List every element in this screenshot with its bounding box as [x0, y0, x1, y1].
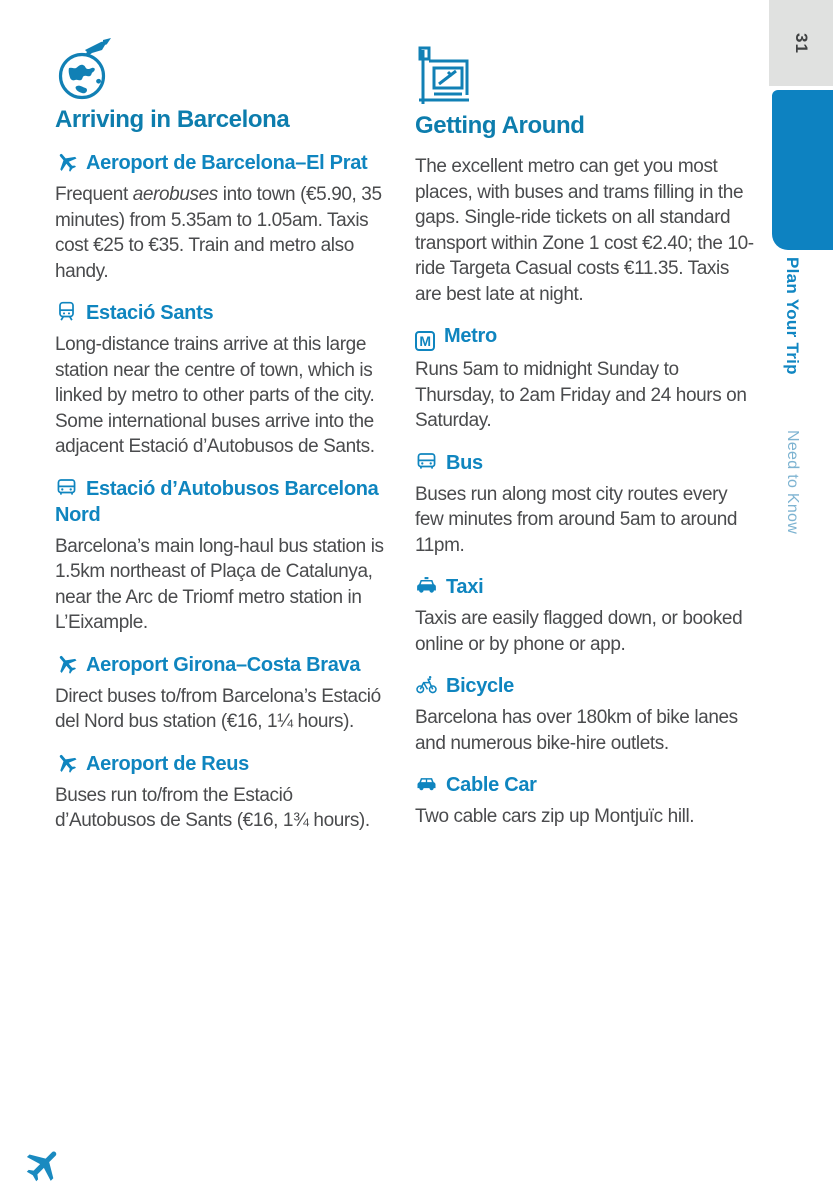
page-title-arriving: Arriving in Barcelona — [55, 106, 290, 133]
metro-icon: M — [415, 331, 435, 351]
section-title: Taxi — [446, 576, 484, 598]
section-title: Metro — [444, 325, 497, 347]
plane-icon — [55, 652, 78, 675]
section-bus — [415, 450, 759, 559]
section-title: Bicycle — [446, 675, 514, 697]
bus-icon — [55, 476, 78, 499]
section-title: Aeroport de Barcelona–El Prat — [86, 152, 368, 174]
section-body: Taxis are easily flagged down, or booked online or by phone or app. — [415, 608, 743, 655]
taxi-icon — [415, 574, 438, 597]
plane-icon — [55, 751, 78, 774]
section-metro — [415, 323, 759, 434]
globe-plane-icon — [55, 38, 387, 104]
footer-plane-icon — [16, 1136, 73, 1193]
section-aeroport-reus — [55, 751, 387, 834]
section-body: Runs 5am to midnight Sunday to Thursday, to 2am Friday and 24 hours on Saturday. — [415, 359, 747, 431]
section-title: Aeroport Girona–Costa Brava — [86, 653, 361, 676]
section-body: Buses run to/from the Estació d’Autobusos de Sants (€16, 1¾ hours). — [55, 784, 370, 831]
page-number: 31 — [792, 32, 811, 54]
section-body: Barcelona’s main long-haul bus station is 1.5km northeast of Plaça de Catalunya, near the Arc de Triomf metro station in L’Eixample. — [55, 535, 384, 633]
left-column — [55, 38, 387, 834]
section-cable-car — [415, 772, 759, 830]
cable-car-icon — [415, 772, 438, 795]
section-title: Estació d’Autobusos Barcelona Nord — [55, 477, 379, 526]
section-title: Estació Sants — [86, 302, 214, 324]
bus-icon — [415, 450, 438, 473]
page-number-strip — [769, 0, 833, 86]
section-estacio-sants — [55, 300, 387, 460]
section-aeroport-girona — [55, 652, 387, 735]
bicycle-icon — [415, 673, 438, 696]
section-body: Barcelona has over 180km of bike lanes and numerous bike-hire outlets. — [415, 707, 738, 754]
section-body: Two cable cars zip up Montjuïc hill. — [415, 806, 695, 827]
section-estacio-autobusos-nord — [55, 476, 387, 636]
section-title: Cable Car — [446, 774, 537, 796]
section-aeroport-el-prat — [55, 150, 387, 284]
train-icon — [55, 300, 78, 323]
section-title: Aeroport de Reus — [86, 752, 250, 775]
chapter-tab — [772, 90, 833, 250]
chapter-tab-title: Plan Your Trip — [783, 257, 802, 375]
section-body: Long-distance trains arrive at this large station near the centre of town, which is linked by metro to other parts of the city. Some international buses arrive into the adjacent Estació d’Autobusos de Sants. — [55, 334, 375, 457]
right-column — [415, 44, 759, 830]
section-body: Frequent aerobuses into town (€5.90, 35 minutes) from 5.35am to 1.05am. Taxis cost €25 to €35. Train and metro also handy. — [55, 184, 382, 282]
page-title-getting-around: Getting Around — [415, 112, 585, 139]
section-bicycle — [415, 673, 759, 756]
section-body: Buses run along most city routes every few minutes from around 5am to around 11pm. — [415, 483, 738, 556]
section-title: Bus — [446, 451, 483, 474]
section-body: Direct buses to/from Barcelona’s Estació del Nord bus station (€16, 1¼ hours). — [55, 685, 381, 732]
plane-icon — [55, 150, 78, 173]
section-taxi — [415, 574, 759, 657]
chapter-tab-subtitle: Need to Know — [784, 430, 801, 535]
getting-around-intro: The excellent metro can get you most places, with buses and trams filling in the gaps. Single-ride tickets on all standard transport within Zone 1 cost €2.40; the 10-ride Targeta Casual costs €11.35. Taxis are best late at night. — [415, 156, 754, 305]
tram-stop-icon — [415, 44, 759, 110]
